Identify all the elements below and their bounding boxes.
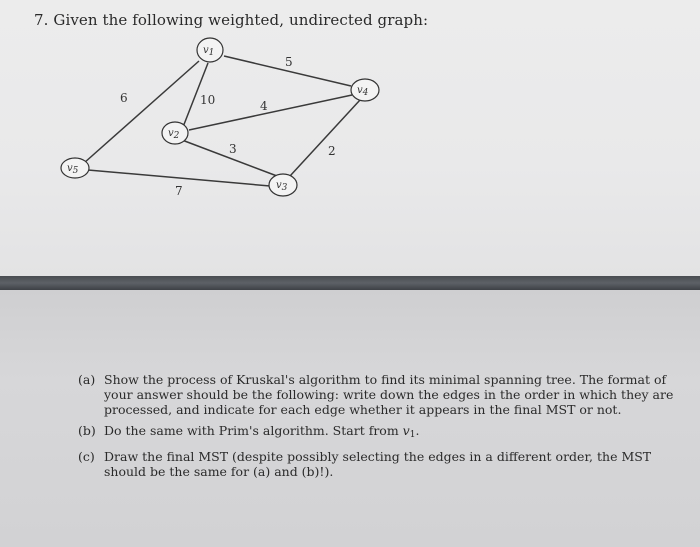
weight-label-v2-v4: 4 [260, 99, 268, 113]
node-v1-base: v [203, 45, 209, 56]
node-v5-sub: 5 [72, 166, 79, 176]
part-a-text: Show the process of Kruskal's algorithm to find its minimal spanning tree. The format of your answer should be the following: write down the edges in the order in which they are processed, and indicate for each edge whether it appears in the final MST or not. [104, 372, 674, 417]
part-a-label: (a) [78, 372, 96, 387]
node-v2 [162, 122, 188, 144]
node-v3-base: v [276, 180, 282, 191]
weight-label-v2-v3: 3 [229, 142, 237, 156]
part-b-text-after: . [415, 423, 420, 438]
part-b-start-var: v [402, 423, 410, 438]
part-c-text: Draw the final MST (despite possibly selecting the edges in a different order, the MST should be the same for (a) and (b)!). [104, 449, 652, 479]
part-b [78, 423, 678, 443]
edge-v4-v3 [290, 100, 360, 176]
node-v3-sub: 3 [281, 183, 288, 193]
node-v1 [197, 38, 223, 62]
part-b-text-before: Do the same with Prim's algorithm. Start from [104, 423, 403, 438]
node-v4 [351, 79, 379, 101]
part-a [78, 372, 678, 417]
part-b-start-sub: 1 [409, 430, 416, 440]
edge-v1-v5 [84, 61, 199, 163]
node-v2-sub: 2 [173, 131, 180, 141]
weight-label-v1-v5: 6 [120, 91, 128, 105]
weight-label-v4-v3: 2 [328, 144, 336, 158]
edge-v1-v3 [182, 63, 277, 176]
weight-label-v1-v4: 5 [285, 55, 293, 69]
node-v3 [269, 174, 297, 196]
node-v1-sub: 1 [208, 48, 215, 58]
node-v2-base: v [168, 128, 174, 139]
question-title: 7. Given the following weighted, undirected graph: [34, 11, 429, 29]
part-c-label: (c) [78, 449, 95, 464]
question-parts [78, 372, 678, 485]
part-b-text [104, 423, 678, 443]
weight-label-v5-v3: 7 [175, 184, 183, 198]
node-v4-sub: 4 [362, 88, 369, 98]
weight-label-v1-v3: 10 [200, 93, 216, 107]
node-v4-base: v [357, 85, 363, 96]
node-v5 [61, 158, 89, 178]
part-c [78, 449, 678, 479]
part-b-label: (b) [78, 423, 96, 438]
node-v5-base: v [67, 163, 73, 174]
page-divider [0, 276, 700, 290]
